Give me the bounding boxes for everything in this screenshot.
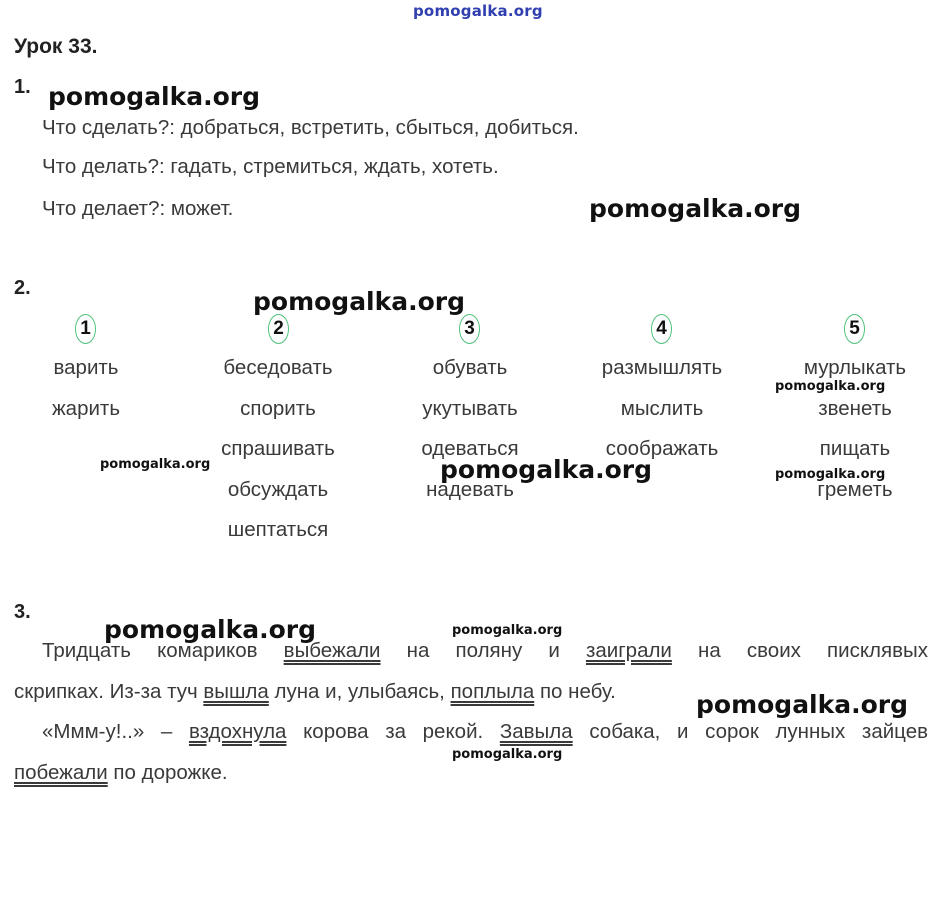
word-group-2 bbox=[183, 348, 373, 551]
underlined-verb: вздохнула bbox=[188, 720, 287, 743]
task3-number: 3. bbox=[14, 601, 31, 623]
word: обсуждать bbox=[227, 477, 329, 501]
underlined-verb: побежали bbox=[14, 760, 108, 784]
watermark: pomogalka.org bbox=[775, 379, 886, 394]
text-fragment: «Ммм-у!..» – bbox=[42, 720, 173, 743]
watermark: pomogalka.org bbox=[589, 194, 802, 223]
word: мурлыкать bbox=[803, 356, 907, 379]
word: шептаться bbox=[227, 518, 329, 541]
word: спрашивать bbox=[221, 437, 335, 460]
word: обувать bbox=[432, 356, 508, 379]
word: соображать bbox=[605, 437, 719, 460]
text-fragment: корова за рекой. bbox=[303, 720, 484, 743]
word: беседовать bbox=[223, 356, 333, 379]
task1-line-2: Что делать?: гадать, стремиться, ждать, хотеть. bbox=[42, 155, 499, 178]
text-fragment: Тридцать комариков bbox=[42, 639, 258, 662]
word: звенеть bbox=[818, 396, 892, 420]
text-fragment: на своих писклявых bbox=[698, 639, 928, 662]
task1-line-3: Что делает?: может. bbox=[42, 197, 234, 220]
underlined-verb: заиграли bbox=[585, 639, 672, 662]
word: варить bbox=[53, 356, 119, 379]
text-fragment: собака, и сорок лунных зайцев bbox=[589, 720, 928, 743]
word: одеваться bbox=[421, 437, 519, 460]
lesson-title: Урок 33. bbox=[14, 35, 98, 58]
watermark: pomogalka.org bbox=[775, 467, 886, 482]
watermark: pomogalka.org bbox=[696, 690, 909, 719]
word: пищать bbox=[819, 437, 891, 460]
word-group-4 bbox=[567, 348, 757, 470]
group-marker-2: 2 bbox=[268, 314, 289, 344]
word: мыслить bbox=[620, 396, 704, 420]
underlined-verb: вышла bbox=[203, 679, 269, 703]
watermark: pomogalka.org bbox=[100, 457, 211, 472]
underlined-verb: выбежали bbox=[283, 639, 381, 662]
watermark-top: pomogalka.org bbox=[413, 2, 543, 20]
word-group-5 bbox=[760, 348, 942, 510]
watermark: pomogalka.org bbox=[440, 455, 653, 484]
word: укутывать bbox=[422, 396, 518, 420]
watermark: pomogalka.org bbox=[452, 623, 563, 638]
word: спорить bbox=[240, 396, 316, 420]
word-group-3 bbox=[375, 348, 565, 510]
underlined-verb: поплыла bbox=[450, 679, 535, 703]
task1-line-1: Что сделать?: добраться, встретить, сбыться, добиться. bbox=[42, 116, 579, 139]
group-marker-5: 5 bbox=[844, 314, 865, 344]
text-fragment: скрипках. Из-за туч bbox=[14, 679, 198, 703]
task1-number: 1. bbox=[14, 76, 31, 98]
task2-number: 2. bbox=[14, 277, 31, 299]
watermark: pomogalka.org bbox=[253, 287, 466, 316]
word: греметь bbox=[817, 477, 893, 501]
word: надевать bbox=[426, 477, 514, 501]
watermark: pomogalka.org bbox=[104, 615, 317, 644]
text-fragment: луна и, улыбаясь, bbox=[274, 679, 445, 703]
text-fragment: на поляну и bbox=[406, 639, 560, 662]
watermark: pomogalka.org bbox=[452, 747, 563, 762]
group-marker-4: 4 bbox=[651, 314, 672, 344]
word: размышлять bbox=[601, 356, 723, 379]
word: жарить bbox=[51, 396, 121, 420]
underlined-verb: Завыла bbox=[499, 720, 573, 743]
watermark: pomogalka.org bbox=[48, 82, 261, 111]
group-marker-3: 3 bbox=[459, 314, 480, 344]
group-marker-1: 1 bbox=[75, 314, 96, 344]
text-fragment: по небу. bbox=[539, 679, 616, 703]
text-fragment: по дорожке. bbox=[113, 760, 228, 784]
word-group-1 bbox=[0, 348, 181, 429]
